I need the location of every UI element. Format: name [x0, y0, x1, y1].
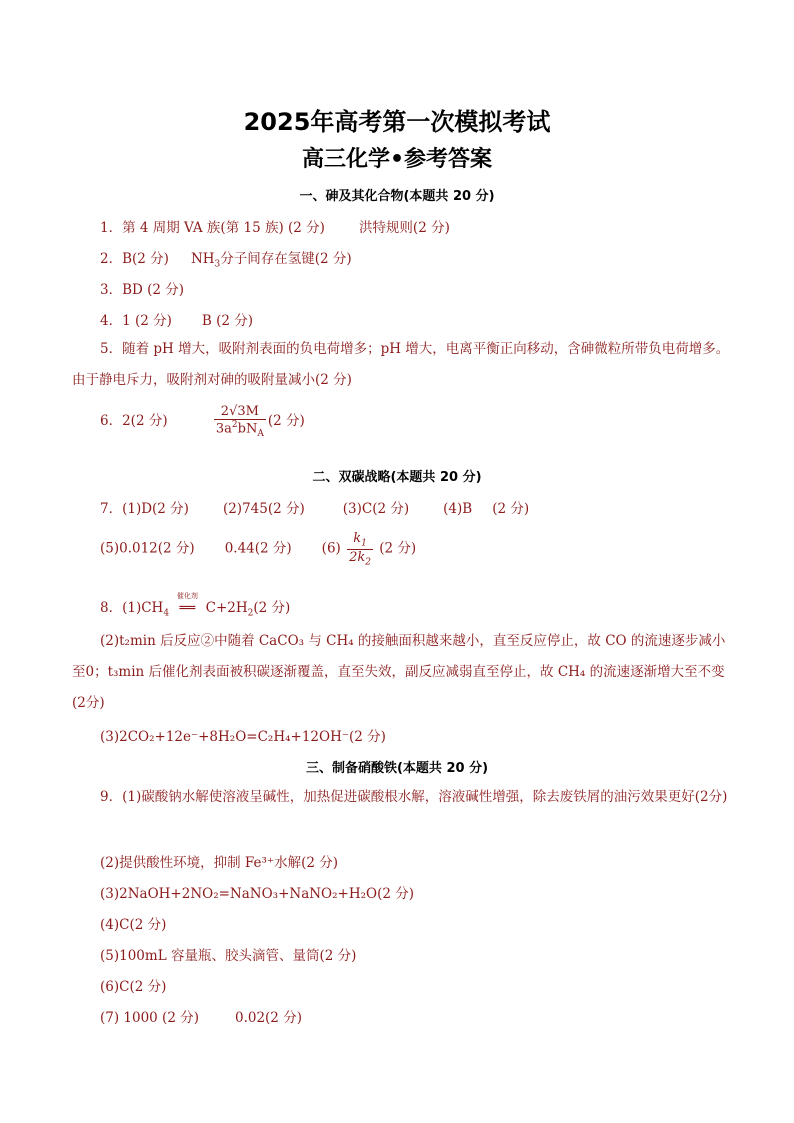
answer-9-part-1: 9．(1)碳酸钠水解使溶液呈碱性，加热促进碳酸根水解，溶液碱性增强，除去废铁屑的油污效果更好(2分)	[100, 789, 728, 805]
answer-9-part-6: (6)C(2 分)	[100, 979, 167, 995]
answer-7-formula: $\frac{k_1}{2k_2}$	[349, 531, 371, 568]
answer-6: 6．2(2 分) $\frac{2√3M}{3a^2bN_A}$ (2 分)	[100, 404, 305, 439]
answer-9-part-3: (3)2NaOH+2NO₂=NaNO₃+NaNO₂+H₂O(2 分)	[100, 886, 415, 902]
answer-7-row-2: (5)0.012(2 分) 0.44(2 分) (6) $\frac{k_1}{2k_2}$ (2 分)	[100, 531, 417, 568]
section-heading-1: 一、砷及其化合物(本题共 20 分)	[299, 189, 495, 204]
answer-4: 4．1 (2 分) B (2 分)	[100, 313, 254, 329]
page-subtitle: 高三化学•参考答案	[301, 147, 493, 172]
answer-1-part-b: 洪特规则(2 分)	[358, 220, 450, 236]
answer-9-part-7: (7) 1000 (2 分) 0.02(2 分)	[100, 1010, 302, 1026]
page-title: 2025年高考第一次模拟考试	[243, 108, 551, 136]
answer-1	[100, 216, 450, 236]
answer-3: 3．BD (2 分)	[100, 282, 185, 298]
answer-1-part-a: 1．第 4 周期 VA 族(第 15 族) (2 分)	[100, 220, 325, 236]
answer-8-part-1: 8．$(1)CH_4$ 催化剂 ══ $C+2H_2(2$ 分)	[100, 592, 291, 619]
answer-9-part-5: (5)100mL 容量瓶、胶头滴管、量筒(2 分)	[100, 948, 357, 964]
answer-8-part-3: (3)2CO₂+12e⁻+8H₂O=C₂H₄+12OH⁻(2 分)	[100, 729, 386, 745]
section-heading-3: 三、制备硝酸铁(本题共 20 分)	[305, 761, 489, 776]
answer-6-formula: $\frac{2√3M}{3a^2bN_A}$	[215, 404, 264, 439]
answer-2: 2．B(2 分) $NH_3$分子间存在氢键(2 分)	[100, 251, 352, 270]
answer-7-row-1: 7．(1)D(2 分) (2)745(2 分) (3)C(2 分) (4)B (2 分)	[100, 501, 530, 517]
section-heading-2: 二、双碳战略(本题共 20 分)	[312, 470, 482, 485]
answer-5: 5．随着 pH 增大，吸附剂表面的负电荷增多；pH 增大，电离平衡正向移动，含砷微粒所带负电荷增多。由于静电斥力，吸附剂对砷的吸附量减小(2 分)	[72, 341, 730, 388]
answer-8-part-2: (2)t₂min 后反应②中随着 CaCO₃ 与 CH₄ 的接触面积越来越小，直至反应停止，故 CO 的流速逐步减小至0；t₃min 后催化剂表面被积碳逐渐覆盖，直至失效，副反应减弱直至停止，故 CH₄ 的流速逐渐增大至不变(2分)	[72, 633, 726, 711]
answer-9-part-4: (4)C(2 分)	[100, 917, 167, 933]
catalyst-condition: 催化剂 ══	[176, 592, 198, 616]
answer-2-part-a: 2．B(2 分)	[100, 251, 169, 267]
answer-9-part-2: (2)提供酸性环境，抑制 Fe³⁺水解(2 分)	[100, 855, 338, 871]
